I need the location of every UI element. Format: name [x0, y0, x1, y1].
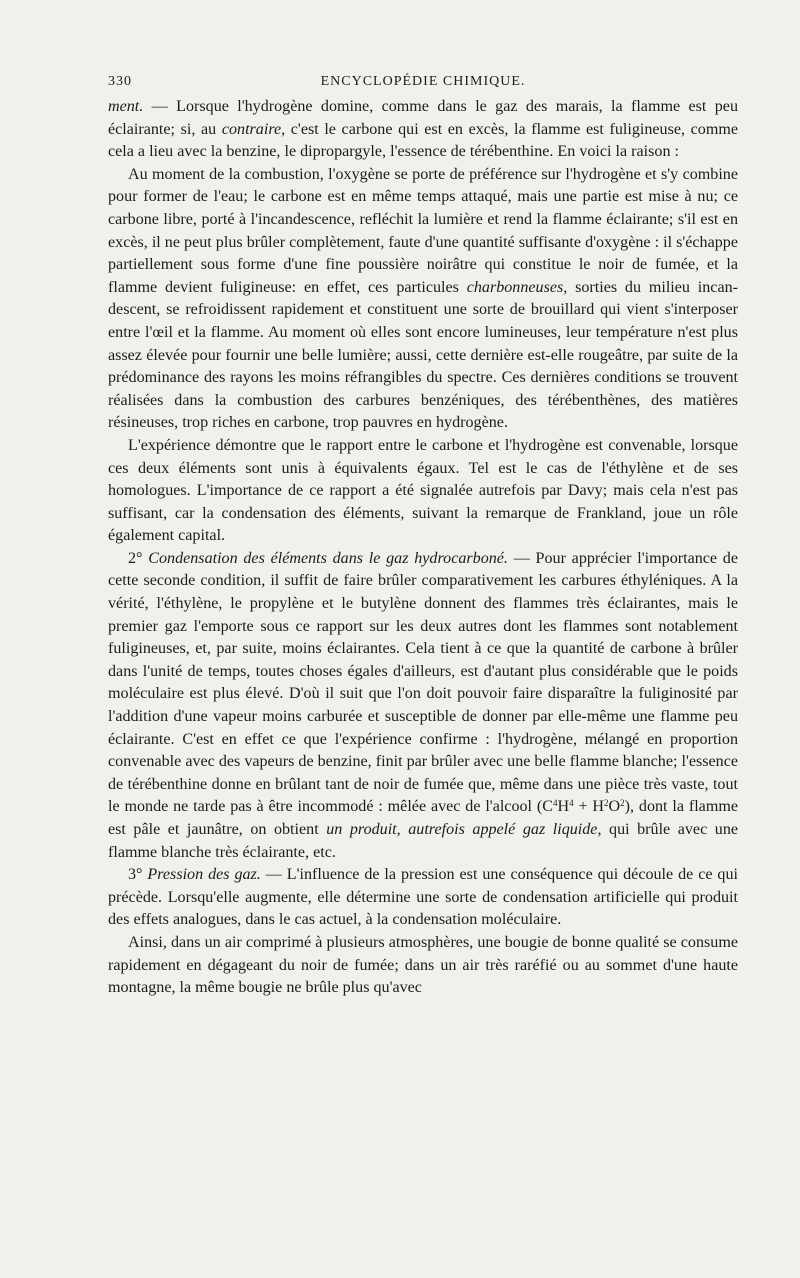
text-run: H [557, 798, 570, 816]
paragraph [108, 548, 738, 864]
text-run: + H [573, 798, 605, 816]
text-run: — Lorsque l'hydrogène domine, comme dans le gaz des marais, la flamme est peu éclairante; si, au [108, 98, 738, 138]
page-number: 330 [108, 74, 132, 89]
italic-text: un produit, autrefois appelé [326, 821, 516, 838]
text-run: , c'est le carbone qui est en excès, la flamme est fuligineuse, comme cela a lieu avec la benzine, le dipropargyle, l'essence de térébenthine. En voici la raison : [108, 120, 739, 161]
text-run: — Pour apprécier l'importance de cette seconde condition, il suffit de faire brûler comparativement les carbures éthyléniques. A la vérité, l'éthylène, le propylène et le butylène donnent des flammes très éclairantes, mais le premier gaz l'emporte sous ce rapport sur les deux autres dont les flammes sont notablement fuligineuses, et, par suite, moins éclairantes. Cela tient à ce que la quantité de carbone à brûler dans l'unité de temps, toutes choses égales d'ailleurs, est d'autant plus considérable que le poids moléculaire est plus élevé. D'où il suit que l'on doit pouvoir faire disparaître la fuliginosité par l'addition d'une vapeur moins carburée et susceptible de donner par elle-même une flamme peu éclairante. C'est en effet ce que l'expérience confirme : l'hydrogène, mélangé en proportion convenable avec des vapeurs de benzine, finit par brûler avec une belle flamme blanche; l'essence de térébenthine donne en brûlant tant de noir de fumée que, même dans une pièce très vaste, tout le monde ne tarde pas à être incommodé : mêlée avec de l'alcool (C [108, 549, 738, 816]
superscript: 2 [604, 798, 609, 809]
text-run [515, 821, 523, 838]
text-run: , sorties du milieu incandescent, se refroidissent rapidement et constituent une sorte de brouillard qui vient s'interposer entre l'œil et la flamme. Au moment où elles sont encore lumineuses, leur température n'est plus assez élevée pour fournir une belle lumière; aussi, cette dernière est-elle rougeâtre, par suite de la prédominance des rayons les moins réfrangibles du spectre. Ces dernières conditions se trouvent réalisées dans la combustion des carbures benzéniques, des térébenthènes, des matières résineuses, trop riches en carbone, trop pauvres en hydrogène. [108, 278, 738, 432]
paragraph [108, 864, 738, 932]
text-run: 3° [128, 866, 148, 884]
paragraph [108, 164, 738, 435]
superscript: 4 [569, 798, 574, 809]
text-run: 2° [128, 549, 149, 567]
text-run: Ainsi, dans un air comprimé à plusieurs atmosphères, une bougie de bonne qualité se consume rapidement en dégageant du noir de fumée; dans un air très raréfié ou au sommet d'une haute montagne, la même bougie ne brûle plus qu'avec [108, 933, 738, 997]
text-run: O [608, 798, 621, 816]
italic-text: ment. [108, 98, 144, 115]
text-run: , qui brûle avec une flamme blanche très éclairante, etc. [108, 821, 739, 861]
paragraph [108, 96, 738, 164]
running-header [108, 74, 738, 96]
superscript: 2 [620, 798, 625, 809]
italic-text: Condensation des éléments dans le gaz hydrocarboné. [148, 549, 508, 567]
book-page [108, 74, 738, 1000]
paragraph [108, 932, 738, 1000]
text-run: ), dont la flamme est pâle et jaunâtre, on obtient [108, 798, 738, 838]
body-text [108, 96, 738, 1000]
italic-text: charbonneuses [466, 278, 564, 296]
italic-text: gaz liquide [522, 821, 598, 838]
text-run: Au moment de la combustion, l'oxygène se porte de préférence sur l'hydrogène et s'y combine pour former de l'eau; le carbone est en même temps attaqué, mais une partie est mise à nu; ce carbone libre, porté à l'incandescence, refléchit la lumière et rend la flamme éclairante; s'il est en excès, il ne peut plus brûler complètement, faute d'une quantité suffisante d'oxygène : il s'échappe partiellement sous forme d'une fine poussière noirâtre qui constitue le noir de fumée, et la flamme devient fuligineuse: en effet, ces particules [108, 165, 738, 296]
superscript: 4 [552, 798, 558, 809]
italic-text: contraire [221, 120, 282, 138]
italic-text: Pression des gaz. [147, 866, 261, 884]
text-run: — L'influence de la pression est une conséquence qui découle de ce qui précède. Lorsqu'elle augmente, elle détermine une sorte de condensation artificielle qui produit des effets analogues, dans le cas actuel, à la condensation moléculaire. [108, 866, 738, 929]
running-title: ENCYCLOPÉDIE CHIMIQUE. [320, 74, 526, 89]
text-run: L'expérience démontre que le rapport entre le carbone et l'hydrogène est convenable, lorsque ces deux éléments sont unis à équivalents égaux. Tel est le cas de l'éthylène et de ses homologues. L'importance de ce rapport a été signalée autrefois par Davy; mais cela n'est pas suffisant, car la condensation des éléments, suivant la remarque de Frankland, joue un rôle également capital. [108, 436, 738, 545]
paragraph [108, 435, 738, 548]
